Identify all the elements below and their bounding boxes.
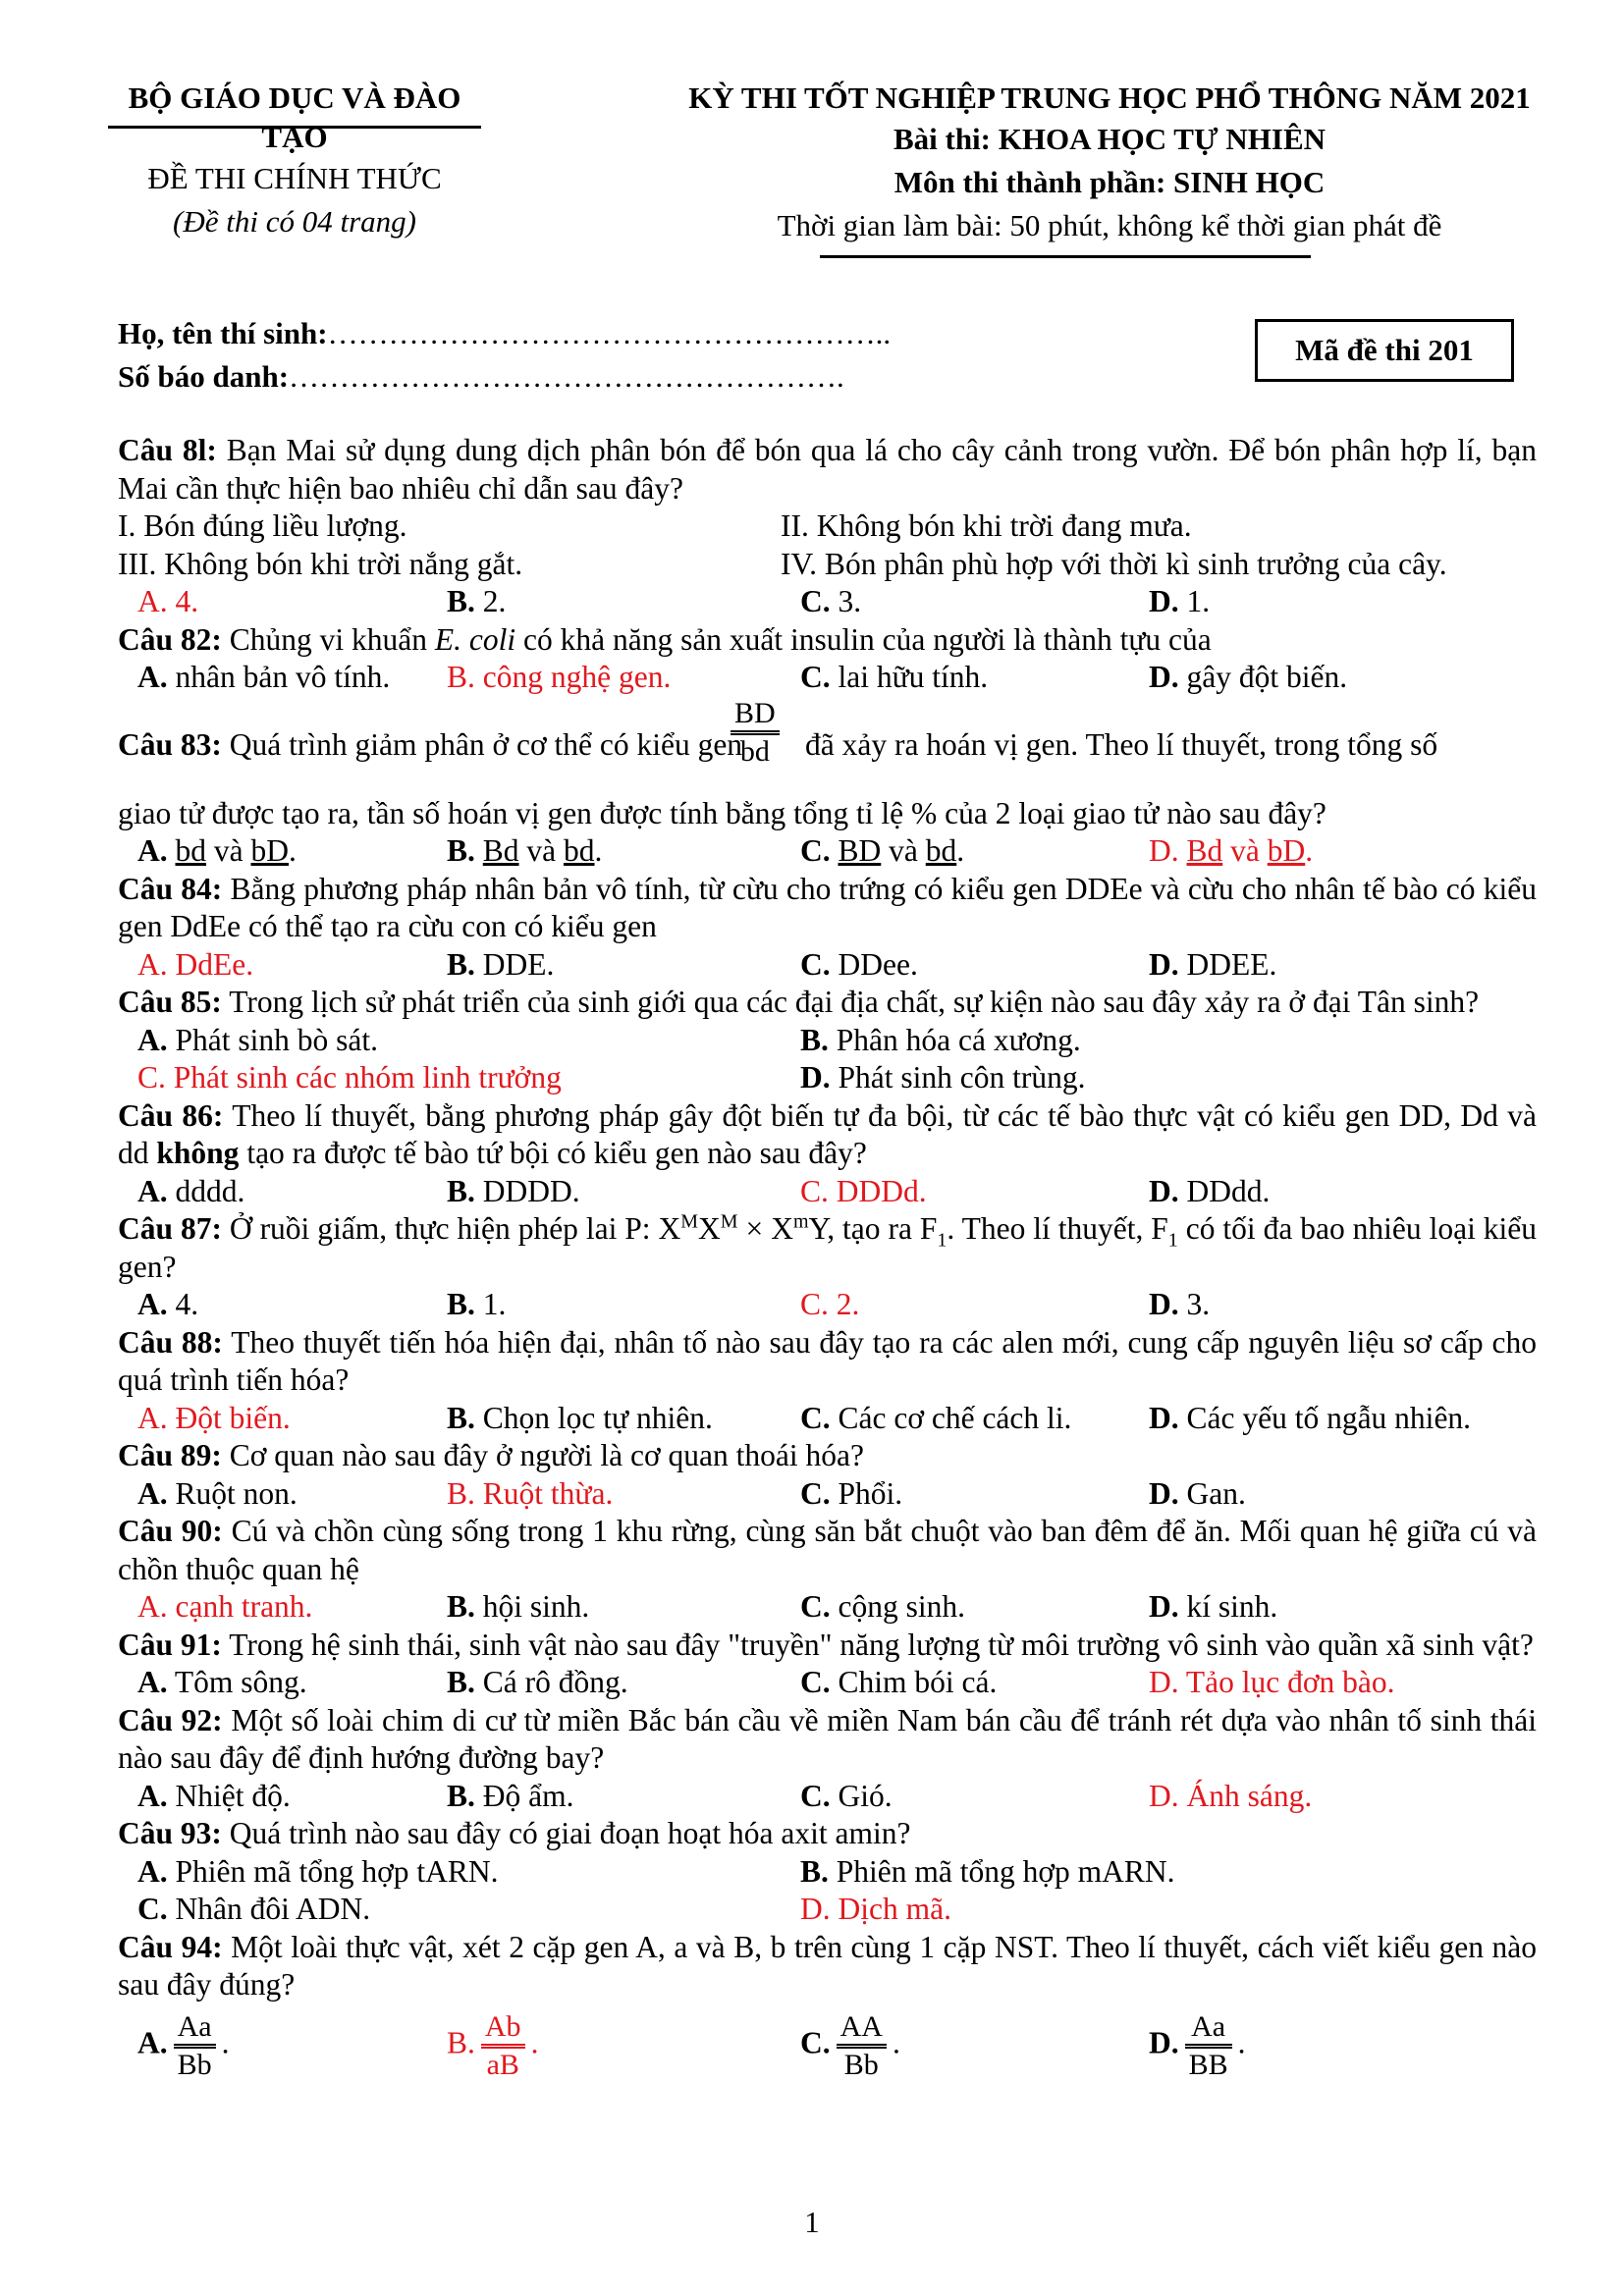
option-a: A. Tôm sông. (137, 1665, 307, 1699)
exam-title: KỲ THI TỐT NGHIỆP TRUNG HỌC PHỔ THÔNG NĂM 2021 (688, 80, 1531, 115)
option-b: B. 1. (447, 1287, 507, 1321)
question-label: Câu 94: (118, 1929, 223, 1964)
header-left (98, 79, 491, 243)
option-b: B. 2. (447, 584, 507, 618)
options (118, 1475, 1537, 1514)
option-d: D. 1. (1149, 584, 1211, 618)
header-right-rule (820, 255, 1311, 258)
option-b-correct: B. Ruột thừa. (447, 1475, 614, 1511)
option-c: C. DDee. (800, 946, 918, 982)
option-d: D. DDEE. (1149, 946, 1277, 982)
statement-1: I. Bón đúng liều lượng. (118, 508, 407, 543)
option-a: A. bd và bD. (137, 833, 297, 868)
species-name: E. coli (434, 621, 516, 657)
option-c: C. $\frac{AA}{Bb}$ . (800, 2009, 900, 2081)
question-90: Câu 90: Cú và chồn cùng sống trong 1 khu rừng, cùng săn bắt chuột vào ban đêm để ăn. Mối quan hệ giữa cú và chồn thuộc quan hệ (118, 1514, 1537, 1586)
question-81 (118, 432, 1537, 507)
page-count: (Đề thi có 04 trang) (173, 204, 416, 239)
question-93: Câu 93: Quá trình nào sau đây có giai đoạn hoạt hóa axit amin? (118, 1816, 911, 1850)
option-c: C. Nhân đôi ADN. (137, 1892, 371, 1926)
question-83-cont: giao tử được tạo ra, tần số hoán vị gen được tính bằng tổng tỉ lệ % của 2 loại giao tử nào sau đây? (118, 795, 1326, 830)
option-b: B. DDDD. (447, 1173, 580, 1208)
option-c: C. lai hữu tính. (800, 660, 989, 694)
option-c-correct: C. DDDd. (800, 1173, 927, 1208)
question-label: Câu 89: (118, 1438, 222, 1472)
option-a: A. 4. (137, 1287, 199, 1321)
statement-4: IV. Bón phân phù hợp với thời kì sinh trưởng của cây. (781, 546, 1447, 581)
page-number: 1 (804, 2205, 820, 2239)
options (118, 1588, 1537, 1627)
question-label: Câu 88: (118, 1324, 223, 1360)
question-label: Câu 82: (118, 621, 222, 657)
question-label: Câu 86: (118, 1097, 224, 1133)
candidate-id-line (118, 355, 891, 399)
option-b-correct: B. công nghệ gen. (447, 660, 672, 694)
candidate-name-label: Họ, tên thí sinh: (118, 316, 328, 350)
option-a-correct: A. Đột biến. (137, 1400, 291, 1435)
question-label: Câu 90: (118, 1514, 223, 1548)
question-84: Câu 84: Bằng phương pháp nhân bản vô tính, từ cừu cho trứng có kiểu gen DDEe và cừu cho nhân tế bào có kiểu gen DdEe có thể tạo ra cừu con có kiểu gen (118, 871, 1537, 943)
question-label: Câu 87: (118, 1211, 222, 1246)
option-b: B. Độ ẩm. (447, 1778, 574, 1813)
option-a: A. dddd. (137, 1173, 245, 1208)
options (118, 1853, 1537, 1892)
option-b: B. hội sinh. (447, 1589, 590, 1624)
options (118, 1778, 1537, 1816)
options (118, 1173, 1537, 1211)
question-92: Câu 92: Một số loài chim di cư từ miền Bắc bán cầu về miền Nam bán cầu để tránh rét dựa vào nhân tố sinh thái nào sau đây để định hướng đường bay? (118, 1702, 1537, 1775)
statements-row-2 (118, 546, 1537, 584)
option-c: C. Gió. (800, 1778, 893, 1813)
option-a: A. Ruột non. (137, 1475, 298, 1511)
option-c-correct: C. Phát sinh các nhóm linh trưởng (137, 1060, 562, 1095)
question-label: Câu 93: (118, 1816, 222, 1850)
options (118, 1400, 1537, 1438)
question-87: Câu 87: Ở ruồi giấm, thực hiện phép lai P: $X^MX^M \times X^mY$, tạo ra $F_1$. Theo lí thuyết, $F_1$ có tối đa bao nhiêu loại kiểu gen? (118, 1210, 1537, 1284)
option-d-correct: D. Tảo lục đơn bào. (1149, 1665, 1395, 1699)
option-c: C. BD và bd. (800, 833, 965, 868)
options (118, 1664, 1537, 1702)
options (118, 946, 1537, 985)
official-label: ĐỀ THI CHÍNH THỨC (147, 161, 442, 195)
option-b: B. DDE. (447, 946, 555, 982)
option-a-correct: A. cạnh tranh. (137, 1589, 313, 1624)
exam-code-box: Mã đề thi 201 (1255, 319, 1514, 382)
question-86: Câu 86: Theo lí thuyết, bằng phương pháp gây đột biến tự đa bội, từ các tế bào thực vật có kiểu gen DD, Dd và dd không tạo ra được tế bào tứ bội có kiểu gen nào sau đây? (118, 1097, 1537, 1170)
option-c: C. Chim bói cá. (800, 1665, 998, 1699)
option-d: D. Các yếu tố ngẫu nhiên. (1149, 1400, 1472, 1435)
question-89: Câu 89: Cơ quan nào sau đây ở người là cơ quan thoái hóa? (118, 1438, 864, 1472)
option-a: A. Phát sinh bò sát. (137, 1022, 379, 1057)
question-label: Câu 83: (118, 726, 222, 762)
options (118, 1022, 1537, 1060)
question-85: Câu 85: Trong lịch sử phát triển của sinh giới qua các đại địa chất, sự kiện nào sau đây xảy ra ở đại Tân sinh? (118, 985, 1480, 1019)
statements-row-1 (118, 507, 1537, 546)
ministry-name: BỘ GIÁO DỤC VÀ ĐÀO TẠO (128, 80, 461, 154)
option-a: A. $\frac{Aa}{Bb}$ . (137, 2009, 230, 2081)
exam-time: Thời gian làm bài: 50 phút, không kể thời gian phát đề (777, 208, 1442, 242)
option-d: D. Phát sinh côn trùng. (800, 1060, 1086, 1095)
candidate-id-dots: ………………………………………………. (289, 359, 844, 394)
genotype-fraction: $\frac{BD}{bd}$ (731, 697, 780, 769)
question-label: Câu 85: (118, 985, 222, 1019)
options (118, 832, 1537, 871)
question-label: Câu 91: (118, 1627, 222, 1662)
question-82: Câu 82: Chủng vi khuẩn E. coli có khả năng sản xuất insulin của người là thành tựu của (118, 621, 1212, 657)
question-91: Câu 91: Trong hệ sinh thái, sinh vật nào sau đây "truyền" năng lượng từ môi trường vô sinh vào quần xã sinh vật? (118, 1627, 1534, 1662)
question-88: Câu 88: Theo thuyết tiến hóa hiện đại, nhân tố nào sau đây tạo ra các alen mới, cung cấp nguyên liệu sơ cấp cho quá trình tiến hóa? (118, 1324, 1537, 1397)
question-label: Câu 8l: (118, 433, 217, 467)
statement-2: II. Không bón khi trời đang mưa. (781, 508, 1192, 543)
option-d: D. Gan. (1149, 1475, 1246, 1511)
emphasis-word: không (156, 1136, 240, 1170)
option-b: B. Bd và bd. (447, 833, 603, 868)
option-d-correct: D. Bd và bD. (1149, 833, 1314, 868)
candidate-name-line (118, 312, 891, 355)
component-subject: Môn thi thành phần: SINH HỌC (893, 165, 1326, 199)
questions (118, 432, 1537, 2095)
option-c: C. 3. (800, 584, 862, 618)
option-a: A. Nhiệt độ. (137, 1778, 291, 1813)
statement-3: III. Không bón khi trời nắng gắt. (118, 546, 523, 581)
option-c: C. Các cơ chế cách li. (800, 1400, 1072, 1435)
option-d: D. DDdd. (1149, 1173, 1271, 1208)
options (118, 1286, 1537, 1324)
option-d: D. kí sinh. (1149, 1589, 1278, 1624)
header-right (619, 79, 1600, 247)
option-b: B. Chọn lọc tự nhiên. (447, 1400, 713, 1435)
options (118, 659, 1537, 697)
option-b: B. Cá rô đồng. (447, 1665, 628, 1699)
options (118, 583, 1537, 621)
option-b: B. Phân hóa cá xương. (800, 1022, 1081, 1057)
question-label: Câu 92: (118, 1702, 223, 1737)
question-83: Câu 83: Quá trình giảm phân ở cơ thể có kiểu gen $\frac{BD}{bd}$ đã xảy ra hoán vị gen. Theo lí thuyết, trong tổng số (118, 696, 1438, 768)
option-a-correct: A. DdEe. (137, 946, 254, 982)
exam-subject: Bài thi: KHOA HỌC TỰ NHIÊN (893, 122, 1326, 156)
option-d-correct: D. Ánh sáng. (1149, 1778, 1313, 1813)
question-label: Câu 84: (118, 871, 223, 906)
option-c: C. Phổi. (800, 1475, 903, 1511)
option-d: D. 3. (1149, 1287, 1211, 1321)
question-94: Câu 94: Một loài thực vật, xét 2 cặp gen A, a và B, b trên cùng 1 cặp NST. Theo lí thuyết, cách viết kiểu gen nào sau đây đúng? (118, 1929, 1537, 2002)
option-a: A. Phiên mã tổng hợp tARN. (137, 1853, 499, 1889)
option-d-correct: D. Dịch mã. (800, 1892, 951, 1926)
option-d: D. $\frac{Aa}{BB}$ . (1149, 2009, 1246, 2081)
options (118, 1891, 1537, 1929)
option-d: D. gây đột biến. (1149, 660, 1348, 694)
options (118, 2004, 1537, 2095)
question-text: Bạn Mai sử dụng dung dịch phân bón để bón qua lá cho cây cảnh trong vườn. Để bón phân hợp lí, bạn Mai cần thực hiện bao nhiêu chỉ dẫn sau đây? (118, 433, 1537, 506)
candidate-id-label: Số báo danh: (118, 359, 290, 394)
options (118, 1059, 1537, 1097)
option-c: C. cộng sinh. (800, 1589, 965, 1624)
header-left-rule (108, 126, 481, 129)
candidate-name-dots: ……………………………………………….. (327, 316, 892, 350)
option-a: A. nhân bản vô tính. (137, 660, 391, 694)
option-c-correct: C. 2. (800, 1287, 860, 1321)
option-b: B. Phiên mã tổng hợp mARN. (800, 1853, 1175, 1889)
candidate-info (118, 312, 891, 399)
option-a-correct: A. 4. (137, 584, 199, 618)
option-b-correct: B. $\frac{Ab}{aB}$ . (447, 2009, 539, 2081)
